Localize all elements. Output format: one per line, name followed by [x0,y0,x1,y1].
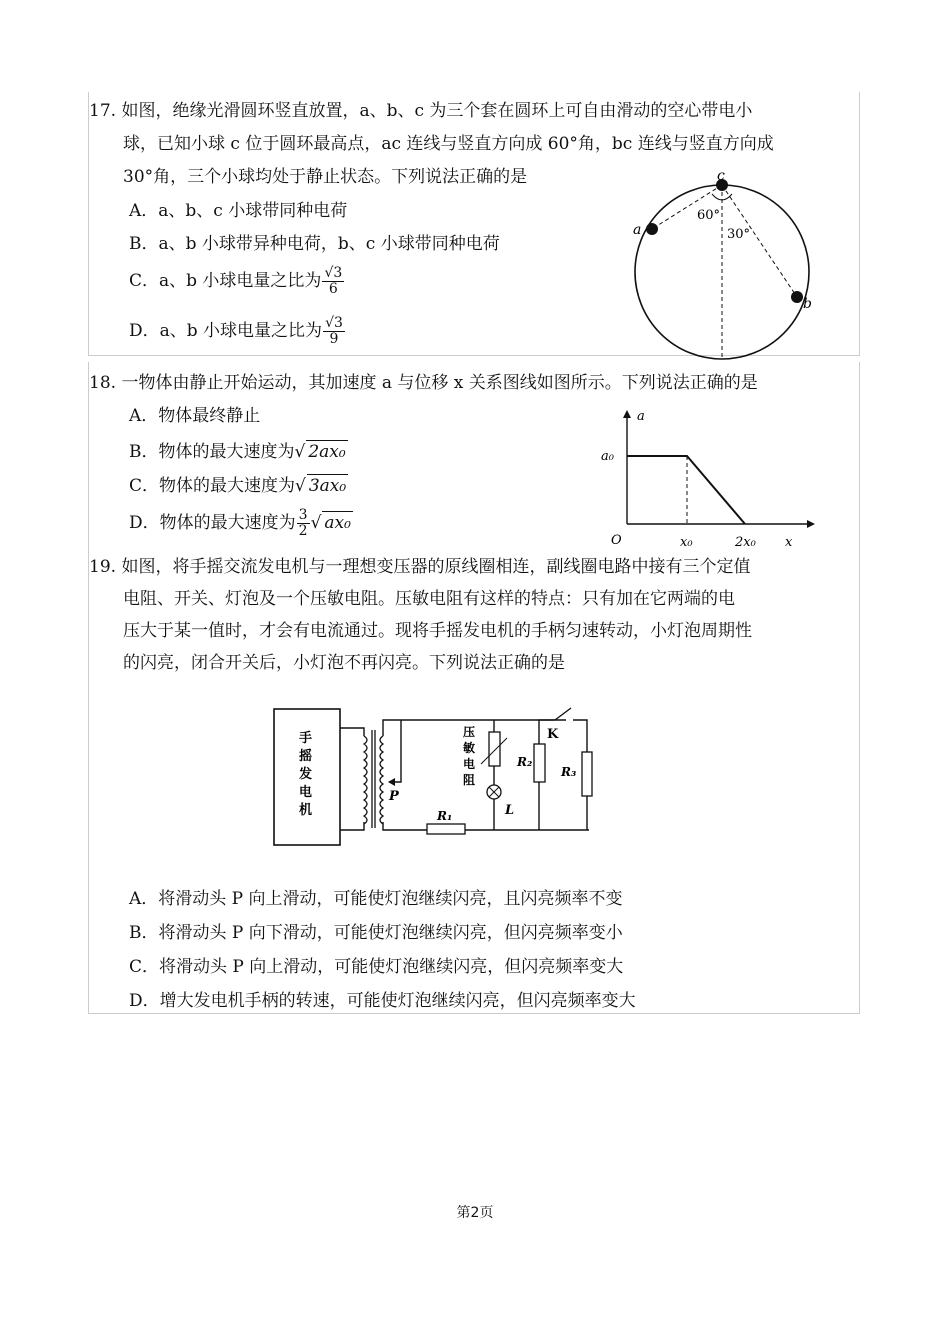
q19-option-d: D．增大发电机手柄的转速，可能使灯泡继续闪亮，但闪亮频率变大 [129,991,636,1011]
q18-option-b-text: B．物体的最大速度为 [129,442,295,462]
q19-option-c: C．将滑动头 P 向上滑动，可能使灯泡继续闪亮，但闪亮频率变大 [129,957,624,977]
origin-label: O [611,533,622,548]
generator-char-4: 电 [299,785,313,800]
q17-option-a: A．a、b、c 小球带同种电荷 [129,201,348,221]
q17-option-d [129,316,346,347]
q18-option-c-root: 3ax₀ [308,476,347,496]
x-axis-label: x [785,535,793,550]
varistor [489,732,500,766]
q17-c-denominator: 6 [328,281,338,297]
q17-option-c [129,266,345,297]
varistor-char-1: 压 [463,725,476,739]
resistor-r3 [582,752,592,796]
primary-wire-top [340,728,364,736]
varistor-char-4: 阻 [463,773,476,787]
q17-option-d-fraction [323,316,345,347]
generator-char-5: 机 [299,803,313,818]
q18-option-d-text: D．物体的最大速度为 [129,513,296,533]
q18-option-b: B．物体的最大速度为√ 2ax₀ [129,442,346,462]
generator-char-1: 手 [299,731,313,746]
y-axis-label: a [637,409,645,424]
x-tick-2x0: 2x₀ [735,535,756,550]
q17-d-denominator: 9 [329,331,339,347]
x-tick-x0: x₀ [680,535,693,550]
label-r3: R₃ [561,765,577,779]
label-r2: R₂ [517,755,533,769]
label-r1: R₁ [437,809,453,823]
secondary-coil [380,736,383,824]
ball-b [791,291,803,303]
q19-option-a: A．将滑动头 P 向上滑动，可能使灯泡继续闪亮，且闪亮频率不变 [129,889,623,909]
page-number: 第2页 [456,1205,494,1221]
q17-d-numerator: √3 [325,315,343,331]
q17-stem-line-3: 30°角，三个小球均处于静止状态。下列说法正确的是 [123,167,528,187]
y-axis-arrow [623,410,631,418]
angle-30-label: 30° [727,227,751,242]
question-17 [88,92,860,356]
q19-option-b: B．将滑动头 P 向下滑动，可能使灯泡继续闪亮，但闪亮频率变小 [129,923,623,943]
q18-option-d-root: ax₀ [324,513,351,533]
generator-char-2: 摇 [299,749,313,764]
angle-60-label: 60° [697,208,721,223]
q18-option-b-root: 2ax₀ [308,442,346,462]
label-k: K [547,727,559,742]
q19-circuit-diagram [269,704,589,850]
q18-option-d: D．物体的最大速度为 $\frac{3}{2}$ √ ax₀ [129,507,351,539]
q18-option-a: A．物体最终静止 [129,406,261,426]
label-c: c [717,168,725,184]
q17-c-numerator: √3 [324,265,343,281]
q18-d-numerator: 3 [298,507,308,523]
q19-stem-line-1: 19. 如图，将手摇交流发电机与一理想变压器的原线圈相连，副线圈电路中接有三个定值 [89,557,751,577]
q19-stem-line-4: 的闪亮，闭合开关后，小灯泡不再闪亮。下列说法正确的是 [123,653,565,673]
q17-option-c-fraction [322,266,344,297]
primary-wire-bottom [340,822,364,830]
y-tick-a0: a₀ [601,449,614,464]
question-19 [88,552,860,1014]
q18-option-d-fraction [297,508,310,539]
switch-blade [555,708,571,720]
ball-a [646,223,658,235]
q17-option-d-text: D．a、b 小球电量之比为 [129,321,323,341]
primary-coil [364,736,367,824]
slider-wire [389,720,401,782]
q19-stem-line-2: 电阻、开关、灯泡及一个压敏电阻。压敏电阻有这样的特点：只有加在它两端的电 [123,589,735,609]
q18-a-x-graph [589,404,819,552]
q18-option-c: C．物体的最大速度为√ 3ax₀ [129,476,347,496]
q17-stem-line-2: 球，已知小球 c 位于圆环最高点，ac 连线与竖直方向成 60°角，bc 连线与竖直方向成 [123,134,774,154]
varistor-char-2: 敏 [463,741,476,755]
q18-stem: 18. 一物体由静止开始运动，其加速度 a 与位移 x 关系图线如图所示。下列说法正确的是 [89,373,758,393]
generator-char-3: 发 [299,767,313,782]
x-axis-arrow [807,520,815,528]
a-x-curve [627,456,745,524]
q18-d-denominator: 2 [298,523,308,539]
resistor-r1 [427,824,465,834]
q17-stem-line-1: 17. 如图，绝缘光滑圆环竖直放置，a、b、c 为三个套在圆环上可自由滑动的空心带电小 [89,101,753,121]
q19-stem-line-3: 压大于某一值时，才会有电流通过。现将手摇发电机的手柄匀速转动，小灯泡周期性 [123,621,752,641]
label-p: P [389,789,399,804]
label-b: b [803,296,812,312]
q17-option-b: B．a、b 小球带异种电荷，b、c 小球带同种电荷 [129,234,500,254]
q17-ring-figure [619,168,819,356]
label-l: L [505,803,515,818]
slider-arrow [388,778,395,786]
resistor-r2 [534,744,545,782]
q17-option-c-text: C．a、b 小球电量之比为 [129,271,322,291]
q18-option-c-text: C．物体的最大速度为 [129,476,296,496]
varistor-char-3: 电 [463,757,476,771]
label-a: a [633,222,642,238]
question-18 [88,362,860,552]
